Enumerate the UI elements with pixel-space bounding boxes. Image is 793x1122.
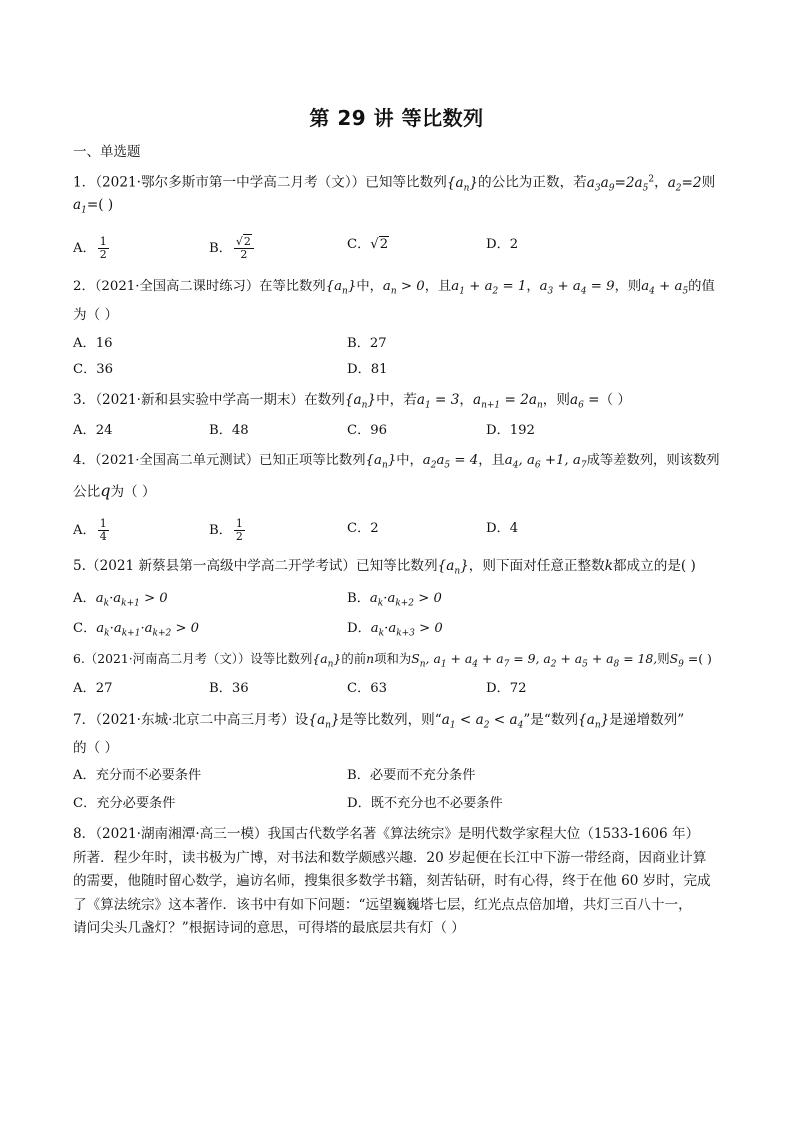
- q4-text-e: 公比: [73, 484, 101, 500]
- q2-text-a: 2．（2021·全国高二课时练习）在等比数列: [73, 279, 326, 294]
- q1-option-b-frac: $\frac{√2}{2}$: [234, 236, 254, 261]
- q5-option-d-math: $a_k\cdot a_{k+3} > 0$: [370, 621, 443, 639]
- q2-text-d: ，: [526, 279, 540, 294]
- q6-math-s9: $S_9$ =: [669, 651, 699, 670]
- q4-option-d: D．4: [486, 521, 519, 536]
- q2-option-d: D．81: [347, 362, 388, 377]
- q1-math-a2: $a_2=2$: [667, 174, 702, 194]
- q4-text-c: ，且: [478, 453, 505, 468]
- q5-option-b: [347, 590, 442, 613]
- q5-option-c: [73, 620, 199, 643]
- q3-math-a6: $a_6$ =: [569, 392, 600, 411]
- q2-math-sum1: $a_1 + a_2 = 1$: [451, 279, 527, 297]
- q4-option-a: [73, 518, 111, 543]
- q4-math-terms: $a_4$, $a_6 +1$, $a_7$: [504, 453, 587, 471]
- q2-text-b: 中，: [356, 279, 383, 294]
- q4-blank: 为（ ）: [110, 484, 156, 500]
- q5-option-d-label: D．: [347, 621, 371, 636]
- q3-option-d: D．192: [486, 423, 535, 438]
- q7-math-ineq: $a_1 < a_2 < a_4$: [441, 712, 524, 731]
- q2-text-e: ，则: [614, 279, 642, 294]
- q4-option-b: [209, 518, 247, 543]
- q3-text-a: 3．（2021·新和县实验中学高一期末）在数列: [73, 392, 345, 408]
- q8-line-4: 了《算法统宗》这本著作．该书中有如下问题：“远望巍巍塔七层，红光点点倍加增，共灯三百八十一，: [73, 896, 692, 913]
- q6-option-c: C．63: [347, 681, 388, 696]
- q6-option-a: A．27: [73, 681, 113, 696]
- q7-text-c: ”是“数列: [523, 712, 579, 728]
- q8-line-5: 请问尖头几盏灯？”根据诗词的意思，可得塔的最底层共有灯（ ）: [73, 920, 465, 936]
- q7-text-d: 是递增数列”: [609, 712, 685, 728]
- q1-blank: ( ): [98, 197, 114, 213]
- question-2-stem: [73, 278, 715, 301]
- q5-math-k: k: [604, 558, 613, 574]
- q3-text-d: ，则: [542, 392, 570, 408]
- q5-text-b: ，则下面对任意正整数: [468, 558, 605, 574]
- q1-text-a: 1．（2021·鄂尔多斯市第一中学高二月考（文））已知等比数列: [73, 174, 447, 191]
- q8-line-3: 的需要，他随时留心数学，遍访名师，搜集很多数学书籍，刻苦钻研，时有心得，终于在他 60 岁时，完成: [73, 873, 711, 889]
- q6-math-seq: $\{a_n\}$: [312, 651, 342, 670]
- q3-math-a1: $a_1 = 3$: [416, 392, 460, 411]
- q2-text-f: 的值: [688, 279, 715, 294]
- q5-option-a-math: $a_k\cdot a_{k+1} > 0$: [95, 591, 168, 609]
- q1-math-seq: $\{a_n\}$: [446, 174, 479, 194]
- q7-option-a: A．充分而不必要条件: [73, 768, 202, 783]
- q7-option-b: B．必要而不充分条件: [347, 768, 476, 783]
- q3-math-seq: $\{a_n\}$: [344, 392, 377, 411]
- q6-text-c: 项和为: [374, 651, 412, 666]
- q7-math-seq2: $\{a_n\}$: [578, 712, 610, 731]
- q2-text-c: ，且: [424, 279, 452, 294]
- q7-text-b: 是等比数列，则“: [339, 712, 442, 728]
- q6-math-n: n: [366, 651, 375, 666]
- q1-option-c-label: C．: [347, 237, 371, 252]
- q1-option-d: D．2: [486, 237, 519, 252]
- q2-math-sum2: $a_3 + a_4 = 9$: [539, 279, 615, 297]
- q1-math-a1: $a_1=$: [73, 197, 99, 216]
- q5-option-c-label: C．: [73, 621, 97, 636]
- q5-option-b-label: B．: [347, 591, 370, 606]
- q4-text-a: 4．（2021·全国高二单元测试）已知正项等比数列: [73, 453, 366, 468]
- question-5-stem: [73, 557, 696, 581]
- q4-math-q: q: [100, 481, 111, 500]
- q5-option-d: [347, 620, 443, 643]
- question-7-stem-line2: 的（ ）: [73, 740, 119, 756]
- q5-option-c-math: $a_k\cdot a_{k+1}\cdot a_{k+2} > 0$: [96, 621, 200, 639]
- q7-text-a: 7．（2021·东城·北京二中高三月考）设: [73, 712, 309, 728]
- question-4-stem-line2: [73, 482, 156, 501]
- q1-text-c: ，: [654, 174, 668, 191]
- q1-option-c-sqrt: √2: [370, 237, 389, 252]
- q1-option-b-label: B．: [209, 241, 232, 256]
- q4-option-b-frac: $\frac{1}{2}$: [235, 517, 243, 543]
- q3-text-c: ，: [459, 392, 473, 408]
- q3-option-b: B．48: [209, 423, 249, 438]
- q7-option-c: C．充分必要条件: [73, 796, 176, 811]
- question-1-stem: [73, 170, 715, 197]
- question-8-stem: [73, 823, 723, 941]
- q1-text-b: 的公比为正数，若: [478, 174, 587, 191]
- q2-math-seq: $\{a_n\}$: [325, 279, 357, 297]
- q4-option-a-frac: $\frac{1}{4}$: [99, 517, 107, 543]
- q2-math-sum3: $a_4 + a_5$: [641, 279, 689, 297]
- q5-option-a-label: A．: [73, 591, 96, 606]
- q4-math-prod: $a_2a_5 = 4$: [422, 453, 479, 471]
- q7-option-d: D．既不充分也不必要条件: [347, 796, 503, 811]
- q1-text-d: 则: [701, 174, 716, 191]
- q7-math-seq: $\{a_n\}$: [308, 712, 340, 731]
- q5-option-a: [73, 590, 168, 613]
- q6-option-d: D．72: [486, 681, 527, 696]
- q1-math-cond: $a_3a_9=2a_5^2$: [586, 174, 655, 194]
- page-title: 第 29 讲 等比数列: [309, 106, 484, 130]
- q5-math-seq: $\{a_n\}$: [437, 558, 469, 577]
- q3-blank: （ ）: [599, 392, 632, 408]
- q3-text-b: 中，若: [376, 392, 417, 408]
- q8-line-1: 8．（2021·湖南湘潭·高三一模）我国古代数学名著《算法统宗》是明代数学家程大位（1533-1606 年）: [73, 826, 700, 842]
- q4-text-b: 中，: [396, 453, 423, 468]
- q2-math-an: $a_n > 0$: [382, 279, 425, 297]
- section-heading: 一、单选题: [73, 144, 141, 160]
- q5-option-b-math: $a_k\cdot a_{k+2} > 0$: [369, 591, 442, 609]
- question-1-stem-line2: [73, 196, 113, 220]
- q4-text-d: 成等差数列，则该数列: [586, 453, 720, 468]
- question-2-stem-line2: 为（ ）: [73, 307, 119, 323]
- q8-line-2: 所著．程少年时，读书极为广博，对书法和数学颇感兴趣．20 岁起便在长江中下游一带经商，因商业计算: [73, 849, 707, 866]
- q2-option-a: A．16: [73, 336, 113, 351]
- q6-text-a: 6.（2021·河南高二月考（文））设等比数列: [73, 651, 313, 666]
- q1-option-a: [73, 236, 111, 261]
- q6-text-b: 的前: [341, 651, 367, 666]
- q3-option-c: C．96: [347, 423, 388, 438]
- question-4-stem: [73, 452, 720, 475]
- q3-option-a: A．24: [73, 423, 113, 438]
- q6-text-d: 则: [657, 651, 670, 666]
- q6-math-cond: $S_n$, $a_1 + a_4 + a_7 = 9$, $a_2 + a_5 + a_8 = 18$,: [411, 651, 658, 670]
- question-7-stem: [73, 711, 684, 735]
- q1-option-a-frac: $\frac{1}{2}$: [99, 235, 107, 261]
- question-6-stem: [73, 650, 712, 673]
- q5-text-c: 都成立的是( ): [612, 558, 696, 574]
- q5-text-a: 5.（2021 新蔡县第一高级中学高二开学考试）已知等比数列: [73, 558, 438, 574]
- q4-option-c: C．2: [347, 521, 379, 536]
- q1-option-c: [347, 236, 389, 254]
- q4-math-seq: $\{a_n\}$: [365, 453, 397, 471]
- q2-option-c: C．36: [73, 362, 114, 377]
- q4-option-b-label: B．: [209, 523, 232, 538]
- q1-option-b: [209, 236, 256, 261]
- q6-blank: ( ): [698, 651, 712, 666]
- q3-math-rec: $a_{n+1} = 2a_n$: [472, 392, 543, 411]
- q2-option-b: B．27: [347, 336, 387, 351]
- question-3-stem: [73, 391, 631, 415]
- q4-option-a-label: A．: [73, 523, 96, 538]
- q1-option-a-label: A．: [73, 241, 96, 256]
- q6-option-b: B．36: [209, 681, 249, 696]
